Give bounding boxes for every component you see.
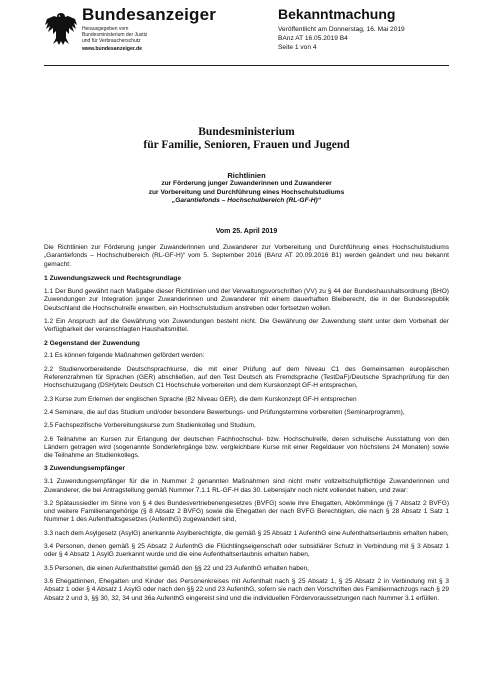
clause-3-5: 3.5 Personen, die einen Aufenthaltstitel gemäß den §§ 22 und 23 AufenthG erhalten haben, <box>44 564 309 572</box>
clause-3-6: 3.6 Ehegattinnen, Ehegatten und Kinder des Personenkreises mit Aufenthalt nach § 25 Absatz 1, § 25 Absatz 2 in Verbindung mit § 3 Absatz 1 oder § 4 Absatz 1 AsylG oder nach den §§ 22 und 23 AufenthG, sofern sie nach den Vorschriften des Familiennachzugs nach § 29 Absatz 2 und 3, §§ 30, 32, 34 und 36a AufenthG eingereist sind und die individuellen Fördervoraussetzungen nach Nummer 3.1 erfüllen. <box>44 577 449 602</box>
clause-2-1: 2.1 Es können folgende Maßnahmen gefördert werden: <box>44 352 205 360</box>
section-title: Bekanntmachung <box>278 6 396 22</box>
publication-meta <box>278 25 405 52</box>
brand-block <box>82 6 216 52</box>
section-heading-3: 3 Zuwendungsempfänger <box>44 465 126 473</box>
clause-2-4: 2.4 Seminare, die auf das Studium und/oder besondere Bewerbungs- und Prüfungstermine vorbereiten (Seminarprogramm), <box>44 408 405 416</box>
document-body <box>44 244 449 608</box>
clause-1-2: 1.2 Ein Anspruch auf die Gewährung von Zuwendungen besteht nicht. Die Gewährung der Zuwendung steht unter dem Vorbehalt der Verfügbarkeit der veranschlagten Haushaltsmittel. <box>44 318 449 334</box>
brand-name: Bundesanzeiger <box>82 5 217 24</box>
published-date: Veröffentlicht am Donnerstag, 16. Mai 2019 <box>278 26 405 33</box>
guideline-heading: Richtlinien <box>227 171 266 180</box>
clause-2-6: 2.6 Teilnahme an Kursen zur Erlangung der deutschen Fachhochschul- bzw. Hochschulreife, deren schulische Ausstattung von den Ländern getragen wird (sogenannte Sonderlehrgänge bzw. vergleichbare Kurse mit einer Regeldauer von höchstens 24 Monaten) sowie die Teilnahme an Studienkollegs. <box>44 435 449 460</box>
federal-eagle-logo <box>44 10 78 48</box>
clause-3-1: 3.1 Zuwendungsempfänger für die in Nummer 2 genannten Maßnahmen sind nicht mehr vollzeitschulpflichtige Zuwanderinnen und Zuwanderer, die bei Antragstellung gemäß Nummer 7.1.1 RL-GF-H das 30. Lebensjahr noch nicht vollendet haben, und zwar: <box>44 478 449 494</box>
clause-2-2: 2.2 Studienvorbereitende Deutschsprachkurse, die mit einer Prüfung auf dem Niveau C1 des Gemeinsamen europäischen Referenzrahmen für Sprachen (GER) abschließen, auf den Test Deutsch als Fremdsprache (TestDaF)/Deutsche Sprachprüfung für den Hochschulzugang (DSH)/telc Deutsch C1 Hochschule vorbereiten und dem Kurskonzept GF-H entsprechen, <box>44 365 449 390</box>
clause-3-3: 3.3 nach dem Asylgesetz (AsylG) anerkannte Asylberechtigte, die gemäß § 25 Absatz 1 AufenthG eine Aufenthaltserlaubnis erhalten haben, <box>44 529 449 537</box>
announcement-header <box>278 7 405 52</box>
website-link[interactable]: www.bundesanzeiger.de <box>82 46 143 52</box>
intro-paragraph: Die Richtlinien zur Förderung junger Zuwanderinnen und Zuwanderer zur Vorbereitung und Durchführung eines Hochschulstudiums „Garantiefonds – Hochschulbereich (RL-GF-H)“ vom 5. September 2016 (BAnz AT 20.09.2016 B1) werden geändert und neu bekannt gemacht: <box>44 244 449 268</box>
section-heading-1: 1 Zuwendungszweck und Rechtsgrundlage <box>44 275 182 283</box>
clause-1-1: 1.1 Der Bund gewährt nach Maßgabe dieser Richtlinien und der Verwaltungsvorschriften (VV) zu § 44 der Bundeshaushaltsordnung (BHO) Zuwendungen zur Integration junger Zuwanderinnen und Zuwanderer mit einem dauerhaften Bleiberecht, die in der Bundesrepublik Deutschland die Hochschulreife erwerben, ein Hochschulstudium anstreben oder fortsetzen wollen. <box>44 288 449 312</box>
header-divider <box>44 65 449 66</box>
clause-3-4: 3.4 Personen, denen gemäß § 25 Absatz 2 AufenthG die Flüchtlingseigenschaft oder subsidiärer Schutz in Verbindung mit § 3 Absatz 1 oder § 4 Absatz 1 AsylG zuerkannt wurde und die eine Aufenthaltserlaubnis erhalten haben, <box>44 543 449 559</box>
ministry-title: Bundesministerium für Familie, Senioren, Frauen und Jugend <box>143 126 350 151</box>
clause-2-5: 2.5 Fachspezifische Vorbereitungskurse zum Studienkolleg und Studium, <box>44 422 256 430</box>
publisher-info: Herausgegeben vom Bundesministerium der Justiz und für Verbraucherschutz <box>82 26 148 44</box>
guideline-date: Vom 25. April 2019 <box>215 228 278 235</box>
clause-2-3: 2.3 Kurse zum Erlernen der englischen Sprache (B2 Niveau GER), die dem Kurskonzept GF-H entsprechen <box>44 395 357 403</box>
clause-3-2: 3.2 Spätaussiedler im Sinne von § 4 des Bundesvertriebenengesetzes (BVFG) sowie ihre Ehegatten, Abkömmlinge (§ 7 Absatz 2 BVFG) und weitere Familienangehörige (§ 8 Absatz 2 BVFG) sowie die Ehegatten der nach BVFG Berechtigten, die nach § 28 Absatz 1 Satz 1 Nummer 1 des Aufenthaltsgesetzes (AufenthG) zugewandert sind, <box>44 499 449 524</box>
page-indicator: Seite 1 von 4 <box>278 44 317 51</box>
reference-number: BAnz AT 16.05.2019 B4 <box>278 35 348 42</box>
section-heading-2: 2 Gegenstand der Zuwendung <box>44 339 140 347</box>
guideline-title: Richtlinien zur Förderung junger Zuwanderinnen und Zuwanderer zur Vorbereitung und Durchführung eines Hochschulstudiums „Garantiefonds – Hochschulbereich (RL-GF-H)“ <box>44 172 449 206</box>
